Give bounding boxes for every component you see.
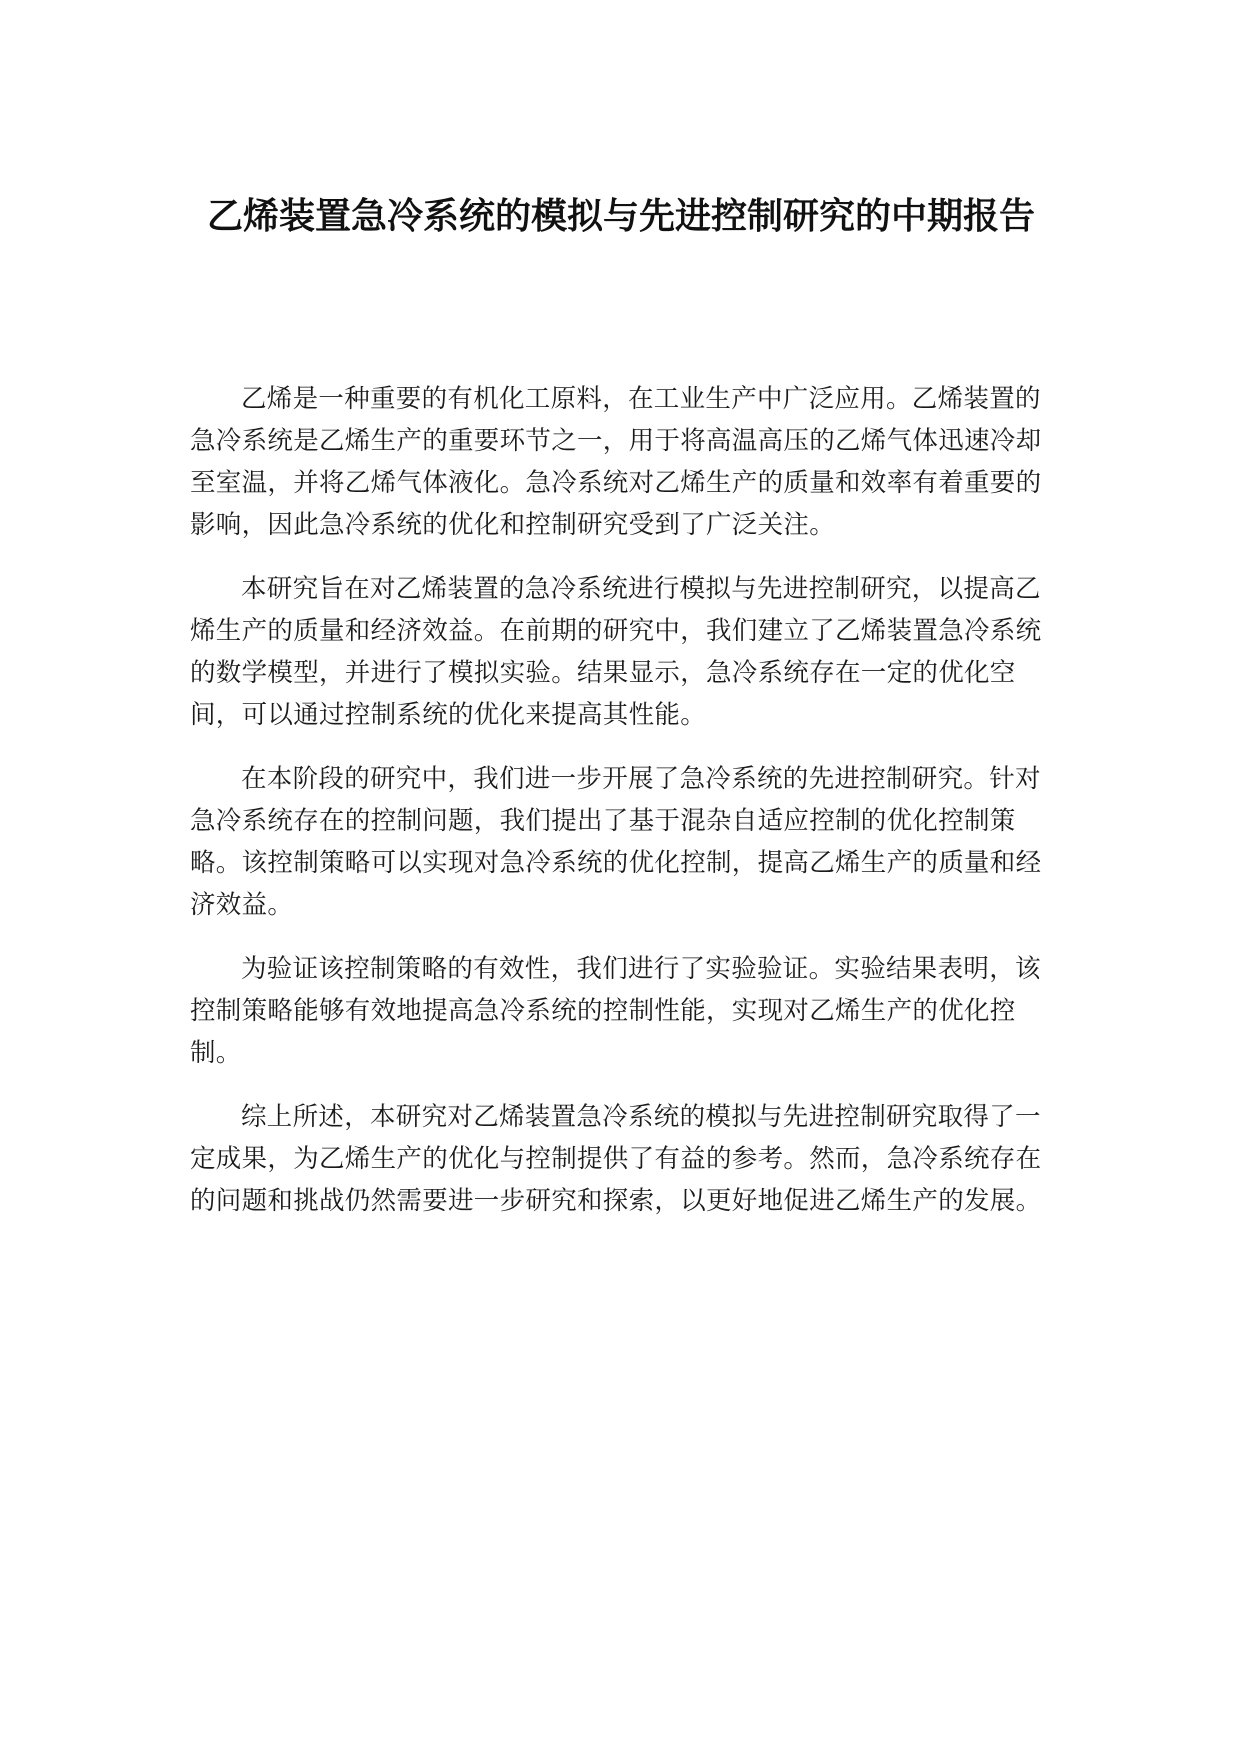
paragraph-3: 在本阶段的研究中，我们进一步开展了急冷系统的先进控制研究。针对急冷系统存在的控制问题，我们提出了基于混杂自适应控制的优化控制策略。该控制策略可以实现对急冷系统的优化控制，提高乙烯生产的质量和经济效益。 xyxy=(190,764,1042,920)
paragraph-5: 综上所述，本研究对乙烯装置急冷系统的模拟与先进控制研究取得了一定成果，为乙烯生产的优化与控制提供了有益的参考。然而，急冷系统存在的问题和挑战仍然需要进一步研究和探索，以更好地促进乙烯生产的发展。 xyxy=(190,1102,1042,1216)
paragraph-1: 乙烯是一种重要的有机化工原料，在工业生产中广泛应用。乙烯装置的急冷系统是乙烯生产的重要环节之一，用于将高温高压的乙烯气体迅速冷却至室温，并将乙烯气体液化。急冷系统对乙烯生产的质量和效率有着重要的影响，因此急冷系统的优化和控制研究受到了广泛关注。 xyxy=(190,384,1042,540)
document-title: 乙烯装置急冷系统的模拟与先进控制研究的中期报告 xyxy=(206,196,1035,237)
document-body xyxy=(190,378,1056,1244)
paragraph-2: 本研究旨在对乙烯装置的急冷系统进行模拟与先进控制研究，以提高乙烯生产的质量和经济效益。在前期的研究中，我们建立了乙烯装置急冷系统的数学模型，并进行了模拟实验。结果显示，急冷系统存在一定的优化空间，可以通过控制系统的优化来提高其性能。 xyxy=(190,574,1042,730)
paragraph-4: 为验证该控制策略的有效性，我们进行了实验验证。实验结果表明，该控制策略能够有效地提高急冷系统的控制性能，实现对乙烯生产的优化控制。 xyxy=(190,954,1041,1068)
